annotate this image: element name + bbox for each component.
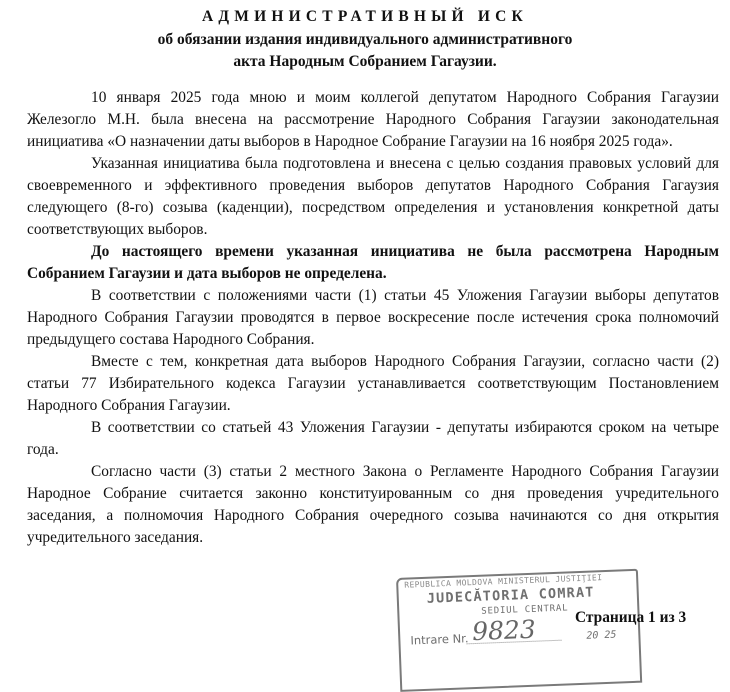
stamp-year: 20 25: [586, 629, 617, 642]
stamp-entry-number: 9823: [471, 614, 537, 647]
document-body: [27, 87, 719, 549]
document-subtitle-line-1: об обязании издания индивидуального административного: [157, 31, 573, 48]
paragraph-initiative-submitted: 10 января 2025 года мною и моим коллегой депутатом Народного Собрания Гагаузии Железогло М.Н. была внесена на рассмотрение Народного Собрания Гагаузии законодательная инициатива «О назначении даты выборов в Народное Собрание Гагаузии на 16 ноября 2025 года».: [27, 89, 719, 150]
paragraph-article-45: В соответствии с положениями части (1) статьи 45 Уложения Гагаузии выборы депутатов Народного Собрания Гагаузии проводятся в первое воскресение после истечения срока полномочий предыдущего состава Народного Собрания.: [27, 287, 719, 348]
document-subtitle-line-2: акта Народным Собранием Гагаузии.: [233, 53, 497, 70]
document-title: АДМИНИСТРАТИВНЫЙ ИСК: [202, 8, 528, 25]
court-registration-stamp: [396, 569, 642, 692]
stamp-entry-label: Intrare Nr.: [410, 631, 469, 648]
page-indicator: Страница 1 из 3: [575, 609, 687, 626]
paragraph-article-43: В соответствии со статьей 43 Уложения Гагаузии - депутаты избираются сроком на четыре года.: [27, 419, 719, 458]
paragraph-not-considered: До настоящего времени указанная инициатива не была рассмотрена Народным Собранием Гагаузии и дата выборов не определена.: [27, 243, 719, 282]
paragraph-regulation-article-2: Согласно части (3) статьи 2 местного Закона о Регламенте Народного Собрания Гагаузии Народное Собрание считается законно конституированным со дня проведения учредительного заседания, а полномочия Народного Собрания очередного созыва начинаются со дня открытия учредительного заседания.: [27, 463, 719, 546]
paragraph-article-77: Вместе с тем, конкретная дата выборов Народного Собрания Гагаузии, согласно части (2) статьи 77 Избирательного кодекса Гагаузии устанавливается соответствующим Постановлением Народного Собрания Гагаузии.: [27, 353, 719, 414]
paragraph-initiative-purpose: Указанная инициатива была подготовлена и внесена с целью создания правовых условий для своевременного и эффективного проведения выборов депутатов Народного Собрания Гагаузия следующего (8-го) созыва (каденции), посредством определения и установления конкретной даты соответствующих выборов.: [27, 155, 719, 238]
stamp-court-name: JUDECĂTORIA COMRAT: [426, 584, 595, 607]
stamp-header-text: REPUBLICA MOLDOVA MINISTERUL JUSTIŢIEI: [404, 573, 603, 590]
stamp-seat: SEDIUL CENTRAL: [481, 603, 569, 617]
